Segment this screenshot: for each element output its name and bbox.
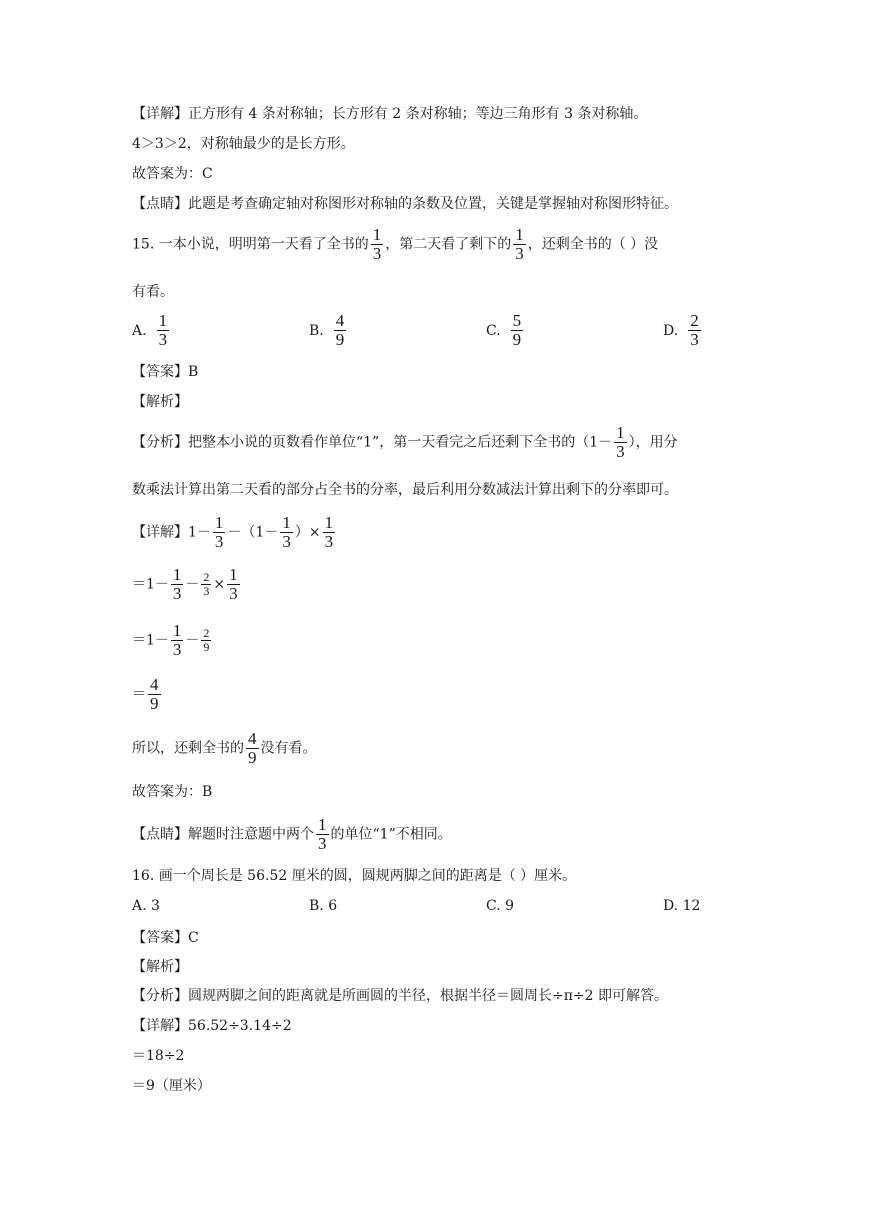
q15-stem — [132, 226, 658, 263]
q16-detail: 【详解】56.52÷3.14÷2 — [132, 1018, 292, 1034]
q15-stem-b: ，第二天看了剩下的 — [385, 236, 512, 253]
q16-step-1: ＝18÷2 — [132, 1048, 185, 1064]
q15-stem-fraction-1: $\frac{1}{3}$ — [372, 225, 382, 263]
q16-answer: 【答案】C — [132, 930, 199, 946]
q15-detail-step-2: ＝1－ $\frac{1}{3}$ － $\frac{2}{9}$ — [132, 621, 210, 659]
q15-stem-a: 15. 一本小说，明明第一天看了全书的 — [132, 236, 369, 253]
q15-detail-step-1: ＝1－ $\frac{1}{3}$ － $\frac{2}{3}$ × $\frac{1}{3}$ — [132, 565, 238, 603]
q15-analysis: 【分析】把整本小说的页数看作单位“1”，第一天看完之后还剩下全书的（1－ $\frac{1}{3}$ ），用分 — [132, 423, 678, 461]
q15-option-c: C. $\frac{5}{9}$ — [486, 311, 522, 349]
q14-compare: 4＞3＞2，对称轴最少的是长方形。 — [132, 136, 355, 152]
q16-option-b: B. 6 — [309, 898, 338, 914]
q14-detail: 【详解】正方形有 4 条对称轴；长方形有 2 条对称轴；等边三角形有 3 条对称轴。 — [132, 106, 648, 122]
q16-analysis: 【分析】圆规两脚之间的距离就是所画圆的半径，根据半径＝圆周长÷π÷2 即可解答。 — [132, 988, 669, 1004]
q14-answer-line: 故答案为：C — [132, 166, 213, 182]
q16-option-d: D. 12 — [663, 898, 701, 914]
q14-comment: 【点睛】此题是考查确定轴对称图形对称轴的条数及位置，关键是掌握轴对称图形特征。 — [132, 196, 678, 212]
q15-option-d: D. $\frac{2}{3}$ — [663, 311, 699, 349]
q15-stem-continuation: 有看。 — [132, 284, 174, 300]
q15-analysis-continuation: 数乘法计算出第二天看的部分占全书的分率，最后利用分数减法计算出剩下的分率即可。 — [132, 482, 678, 498]
q15-answer-line: 故答案为：B — [132, 784, 213, 800]
q15-comment: 【点睛】解题时注意题中两个 $\frac{1}{3}$ 的单位“1”不相同。 — [132, 815, 452, 853]
q16-option-c: C. 9 — [486, 898, 515, 914]
q15-stem-c: ，还剩全书的（ ）没 — [527, 236, 659, 253]
q15-conclusion: 所以，还剩全书的 $\frac{4}{9}$ 没有看。 — [132, 729, 317, 767]
q15-option-b: B. $\frac{4}{9}$ — [309, 311, 345, 349]
q15-option-a: A. $\frac{1}{3}$ — [132, 311, 168, 349]
q15-stem-fraction-2: $\frac{1}{3}$ — [515, 225, 524, 263]
q15-detail-step-0: 【详解】1－ $\frac{1}{3}$ －（1－ $\frac{1}{3}$ ）× $\frac{1}{3}$ — [132, 513, 334, 551]
q16-step-2: ＝9（厘米） — [132, 1078, 211, 1094]
q16-analysis-title: 【解析】 — [132, 959, 188, 975]
q15-answer: 【答案】B — [132, 364, 199, 380]
q15-detail-step-3: ＝ $\frac{4}{9}$ — [132, 675, 159, 713]
q16-stem: 16. 画一个周长是 56.52 厘米的圆，圆规两脚之间的距离是（ ）厘米。 — [132, 868, 577, 884]
q16-option-a: A. 3 — [132, 898, 160, 914]
q15-analysis-title: 【解析】 — [132, 394, 188, 410]
